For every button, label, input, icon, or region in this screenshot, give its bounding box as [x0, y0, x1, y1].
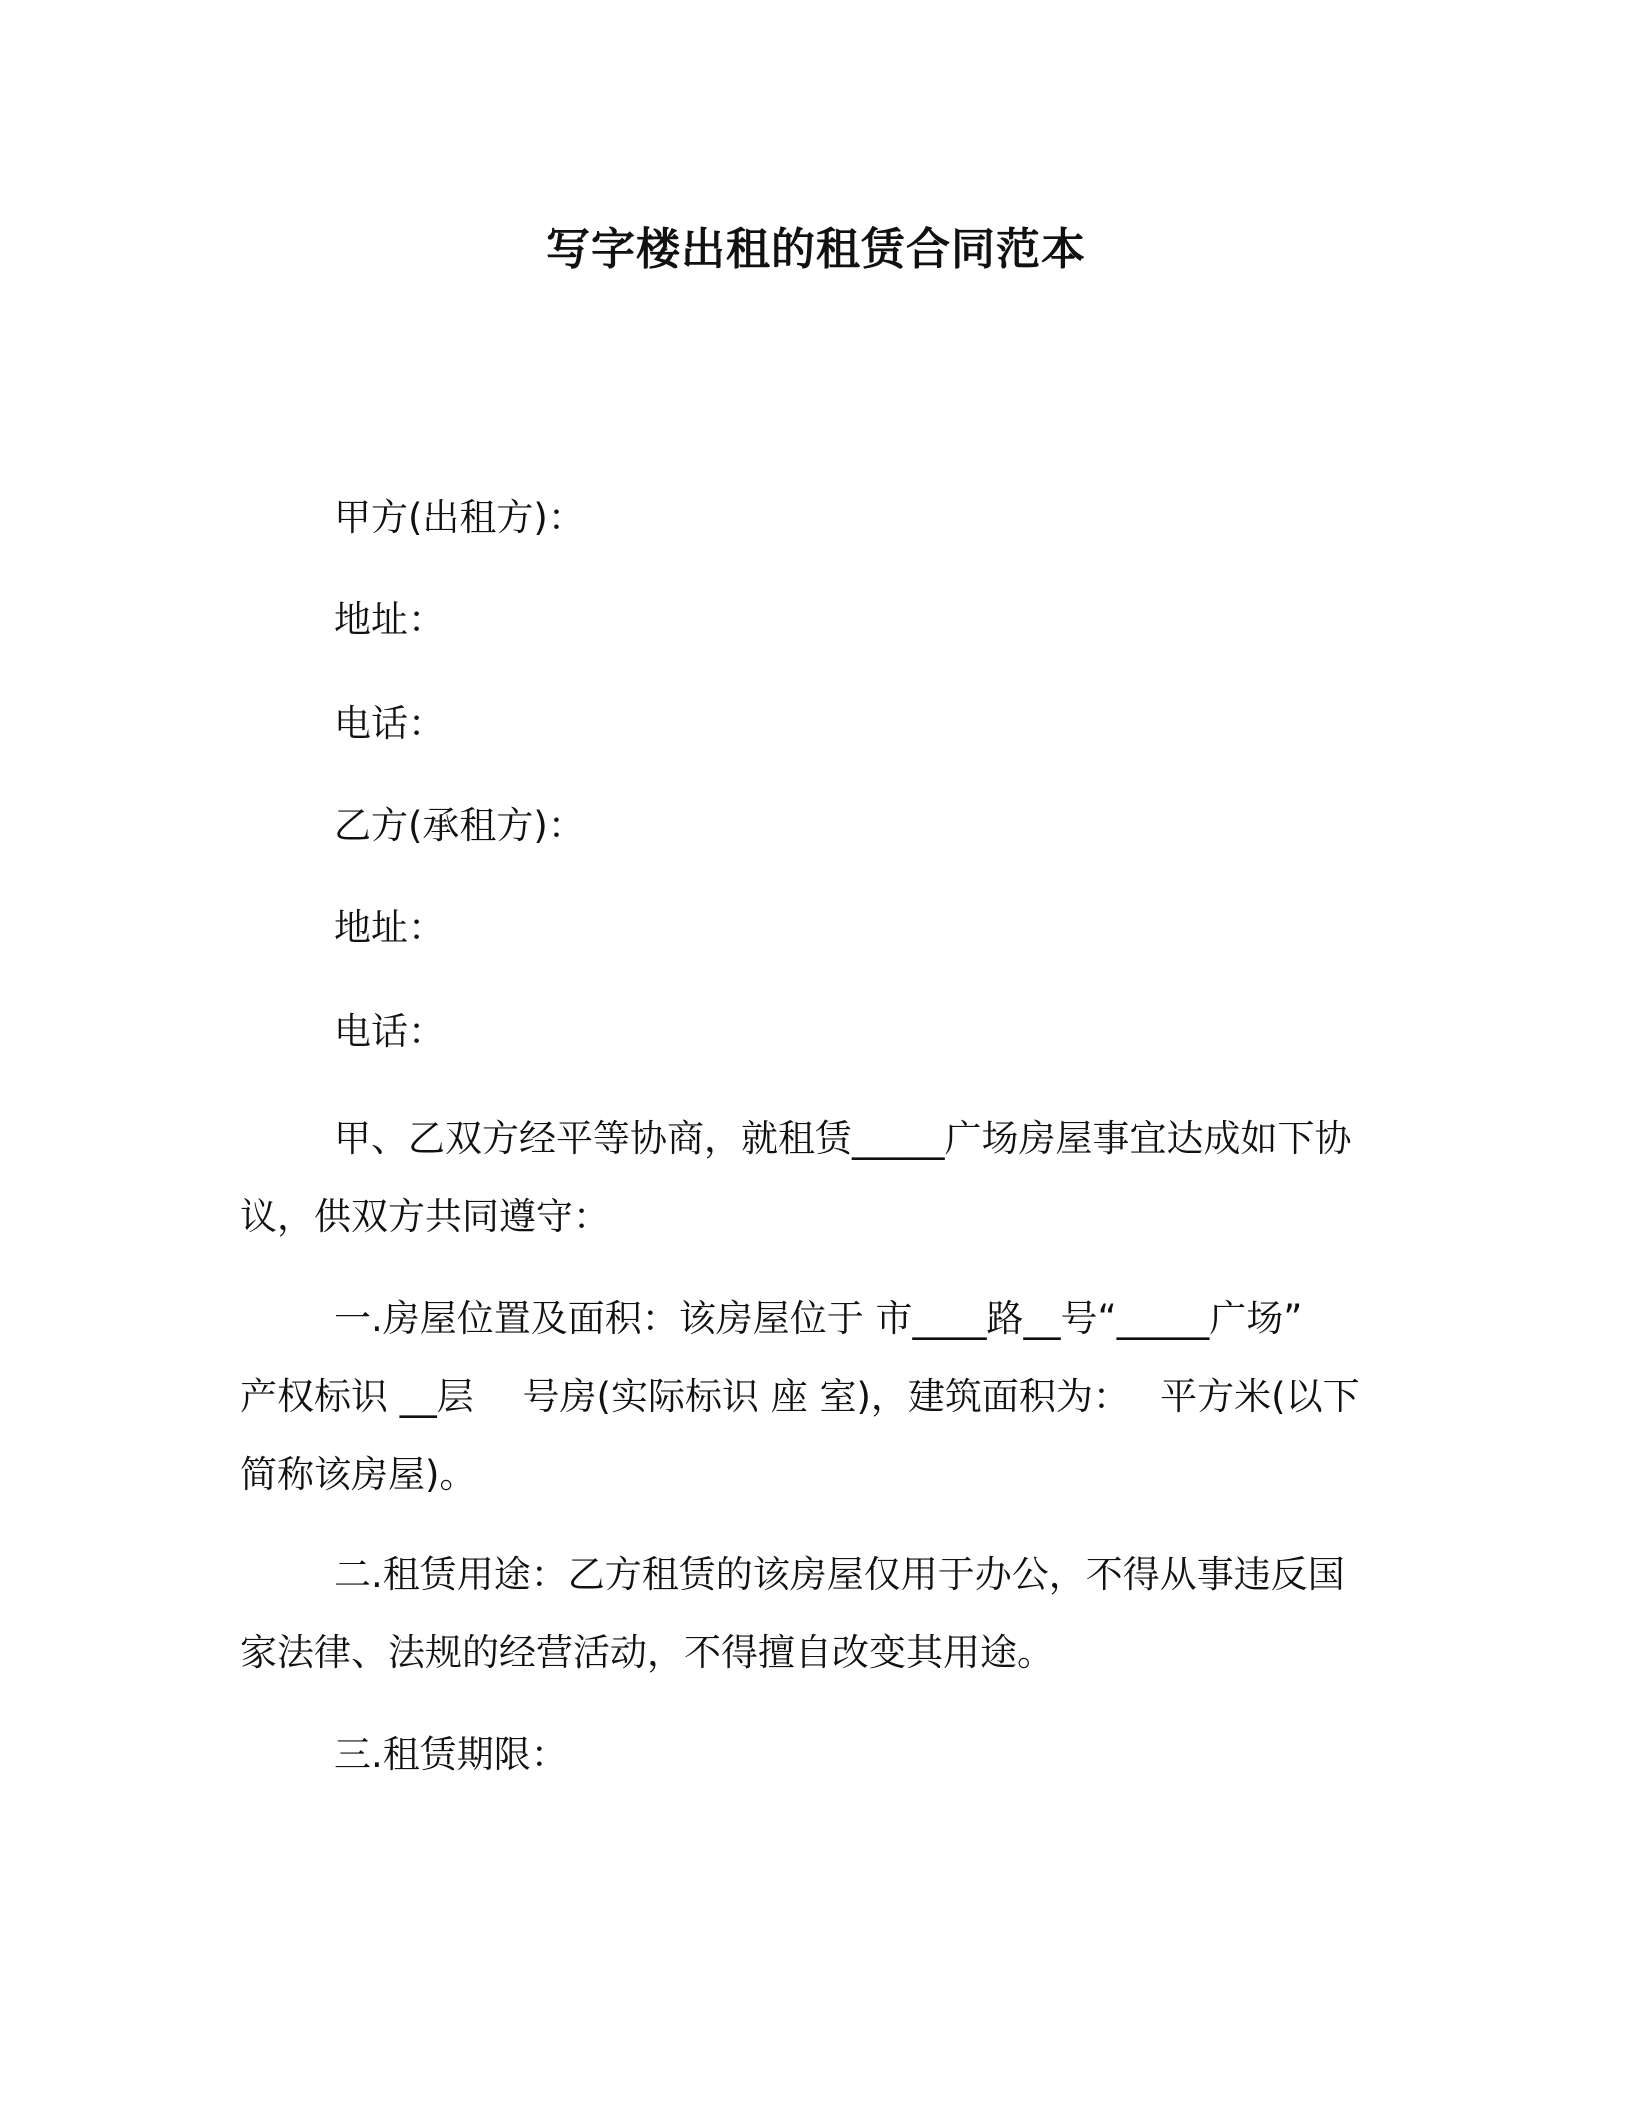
clause-1-line-3: 简称该房屋)。: [240, 1453, 477, 1496]
party-b-address-label: 地址：: [334, 906, 445, 949]
clause-1-paragraph: [240, 1280, 1380, 1514]
intro-line-1: 甲、乙双方经平等协商，就租赁_____广场房屋事宜达成如下协: [334, 1117, 1352, 1160]
clause-3-line-1: 三.租赁期限：: [334, 1733, 568, 1776]
intro-line-2: 议，供双方共同遵守：: [240, 1195, 610, 1238]
clause-2-paragraph: [240, 1536, 1380, 1692]
party-b-heading: 乙方(承租方)：: [334, 804, 585, 847]
party-a-address-label: 地址：: [334, 598, 445, 641]
party-a-phone-label: 电话：: [334, 702, 445, 745]
intro-paragraph: [240, 1100, 1380, 1256]
document-title: 写字楼出租的租赁合同范本: [546, 224, 1086, 275]
clause-1-line-1: 一.房屋位置及面积：该房屋位于 市____路__号“_____广场”: [334, 1297, 1303, 1340]
clause-1-line-2: 产权标识 __层 号房(实际标识 座 室)，建筑面积为： 平方米(以下: [240, 1375, 1360, 1418]
party-b-phone-label: 电话：: [334, 1010, 445, 1053]
clause-3-paragraph: [240, 1716, 1380, 1794]
party-a-heading: 甲方(出租方)：: [334, 496, 585, 539]
clause-2-line-1: 二.租赁用途：乙方租赁的该房屋仅用于办公，不得从事违反国: [334, 1553, 1345, 1596]
clause-2-line-2: 家法律、法规的经营活动，不得擅自改变其用途。: [240, 1631, 1054, 1674]
